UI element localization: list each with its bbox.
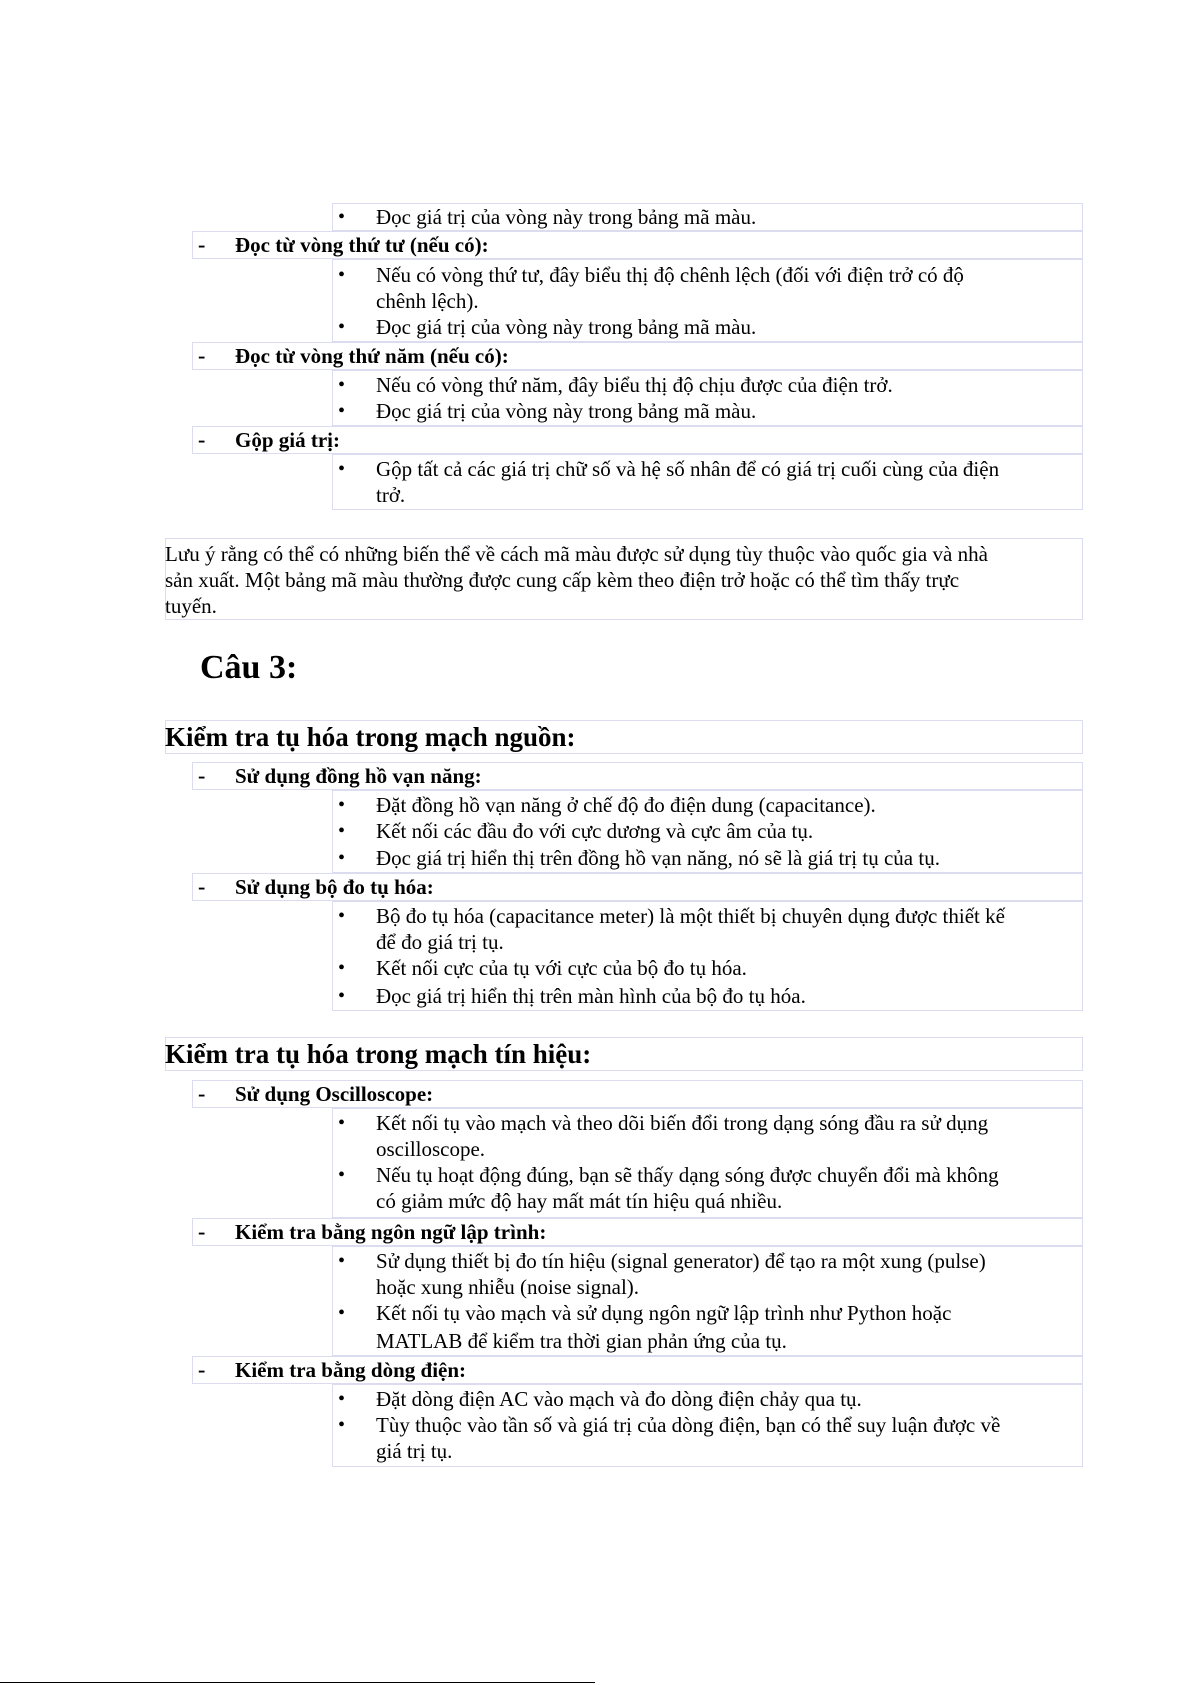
page-divider bbox=[0, 1682, 595, 1683]
question-title: Câu 3: bbox=[200, 649, 298, 686]
list-item-continued: giá trị tụ. bbox=[376, 1439, 453, 1463]
dash-marker: - bbox=[198, 1357, 206, 1382]
list-item-continued: chênh lệch). bbox=[376, 289, 479, 313]
list-item: Kết nối các đầu đo với cực dương và cực âm của tụ. bbox=[376, 819, 814, 843]
list-item: Đọc giá trị của vòng này trong bảng mã màu. bbox=[376, 399, 757, 423]
dash-marker: - bbox=[198, 1081, 206, 1106]
list-item: Sử dụng thiết bị đo tín hiệu (signal generator) để tạo ra một xung (pulse) bbox=[376, 1249, 986, 1273]
bullet-icon: • bbox=[338, 458, 346, 480]
bullet-icon: • bbox=[338, 400, 346, 422]
list-item-continued: để đo giá trị tụ. bbox=[376, 930, 504, 954]
bullet-icon: • bbox=[338, 316, 346, 338]
subheading: Đọc từ vòng thứ năm (nếu có): bbox=[235, 344, 509, 368]
list-item: Nếu tụ hoạt động đúng, bạn sẽ thấy dạng sóng được chuyển đổi mà không bbox=[376, 1163, 999, 1187]
list-item: Đọc giá trị hiển thị trên màn hình của bộ đo tụ hóa. bbox=[376, 984, 806, 1008]
bullet-icon: • bbox=[338, 985, 346, 1007]
subheading: Kiểm tra bằng dòng điện: bbox=[235, 1358, 467, 1382]
bullet-icon: • bbox=[338, 957, 346, 979]
dash-marker: - bbox=[198, 763, 206, 788]
subheading: Sử dụng bộ đo tụ hóa: bbox=[235, 875, 434, 899]
dash-marker: - bbox=[198, 874, 206, 899]
bullet-icon: • bbox=[338, 206, 346, 228]
list-item: Kết nối cực của tụ với cực của bộ đo tụ hóa. bbox=[376, 956, 747, 980]
list-item: Tùy thuộc vào tần số và giá trị của dòng điện, bạn có thể suy luận được về bbox=[376, 1413, 1001, 1437]
list-item: Đọc giá trị của vòng này trong bảng mã màu. bbox=[376, 205, 757, 229]
bullet-icon: • bbox=[338, 820, 346, 842]
note-line: sản xuất. Một bảng mã màu thường được cung cấp kèm theo điện trở hoặc có thể tìm thấy trực bbox=[165, 568, 960, 592]
bullet-icon: • bbox=[338, 905, 346, 927]
list-item-continued: có giảm mức độ hay mất mát tín hiệu quá nhiều. bbox=[376, 1189, 783, 1213]
list-item: Đặt đồng hồ vạn năng ở chế độ đo điện dung (capacitance). bbox=[376, 793, 876, 817]
list-item: Kết nối tụ vào mạch và sử dụng ngôn ngữ lập trình như Python hoặc bbox=[376, 1301, 952, 1325]
dash-marker: - bbox=[198, 1219, 206, 1244]
bullet-icon: • bbox=[338, 1302, 346, 1324]
subheading: Kiểm tra bằng ngôn ngữ lập trình: bbox=[235, 1220, 547, 1244]
subheading: Sử dụng Oscilloscope: bbox=[235, 1082, 434, 1106]
list-item-continued: hoặc xung nhiễu (noise signal). bbox=[376, 1275, 640, 1299]
list-item: Kết nối tụ vào mạch và theo dõi biến đổi trong dạng sóng đầu ra sử dụng bbox=[376, 1111, 989, 1135]
dash-marker: - bbox=[198, 427, 206, 452]
subheading: Sử dụng đồng hồ vạn năng: bbox=[235, 764, 482, 788]
list-item: Gộp tất cả các giá trị chữ số và hệ số nhân để có giá trị cuối cùng của điện bbox=[376, 457, 1000, 481]
list-item: Nếu có vòng thứ tư, đây biểu thị độ chênh lệch (đối với điện trở có độ bbox=[376, 263, 964, 287]
dash-marker: - bbox=[198, 232, 206, 257]
list-item: Đọc giá trị hiển thị trên đồng hồ vạn năng, nó sẽ là giá trị tụ của tụ. bbox=[376, 846, 940, 870]
list-item-continued: MATLAB để kiểm tra thời gian phản ứng của tụ. bbox=[376, 1329, 787, 1353]
note-line: tuyến. bbox=[165, 594, 217, 618]
subheading: Đọc từ vòng thứ tư (nếu có): bbox=[235, 233, 489, 257]
bullet-icon: • bbox=[338, 1388, 346, 1410]
list-item-continued: trở. bbox=[376, 483, 406, 507]
bullet-icon: • bbox=[338, 794, 346, 816]
list-item-continued: oscilloscope. bbox=[376, 1137, 486, 1161]
note-line: Lưu ý rằng có thể có những biến thể về cách mã màu được sử dụng tùy thuộc vào quốc gia và nhà bbox=[165, 542, 988, 566]
section-title: Kiểm tra tụ hóa trong mạch tín hiệu: bbox=[165, 1039, 592, 1069]
bullet-icon: • bbox=[338, 1414, 346, 1436]
section-title: Kiểm tra tụ hóa trong mạch nguồn: bbox=[165, 722, 576, 752]
bullet-icon: • bbox=[338, 264, 346, 286]
list-item: Đặt dòng điện AC vào mạch và đo dòng điện chảy qua tụ. bbox=[376, 1387, 862, 1411]
bullet-icon: • bbox=[338, 847, 346, 869]
bullet-icon: • bbox=[338, 1164, 346, 1186]
dash-marker: - bbox=[198, 343, 206, 368]
list-item: Nếu có vòng thứ năm, đây biểu thị độ chịu được của điện trở. bbox=[376, 373, 893, 397]
subheading: Gộp giá trị: bbox=[235, 428, 340, 452]
bullet-icon: • bbox=[338, 374, 346, 396]
list-item: Bộ đo tụ hóa (capacitance meter) là một thiết bị chuyên dụng được thiết kế bbox=[376, 904, 1005, 928]
bullet-icon: • bbox=[338, 1250, 346, 1272]
bullet-icon: • bbox=[338, 1112, 346, 1134]
list-item: Đọc giá trị của vòng này trong bảng mã màu. bbox=[376, 315, 757, 339]
